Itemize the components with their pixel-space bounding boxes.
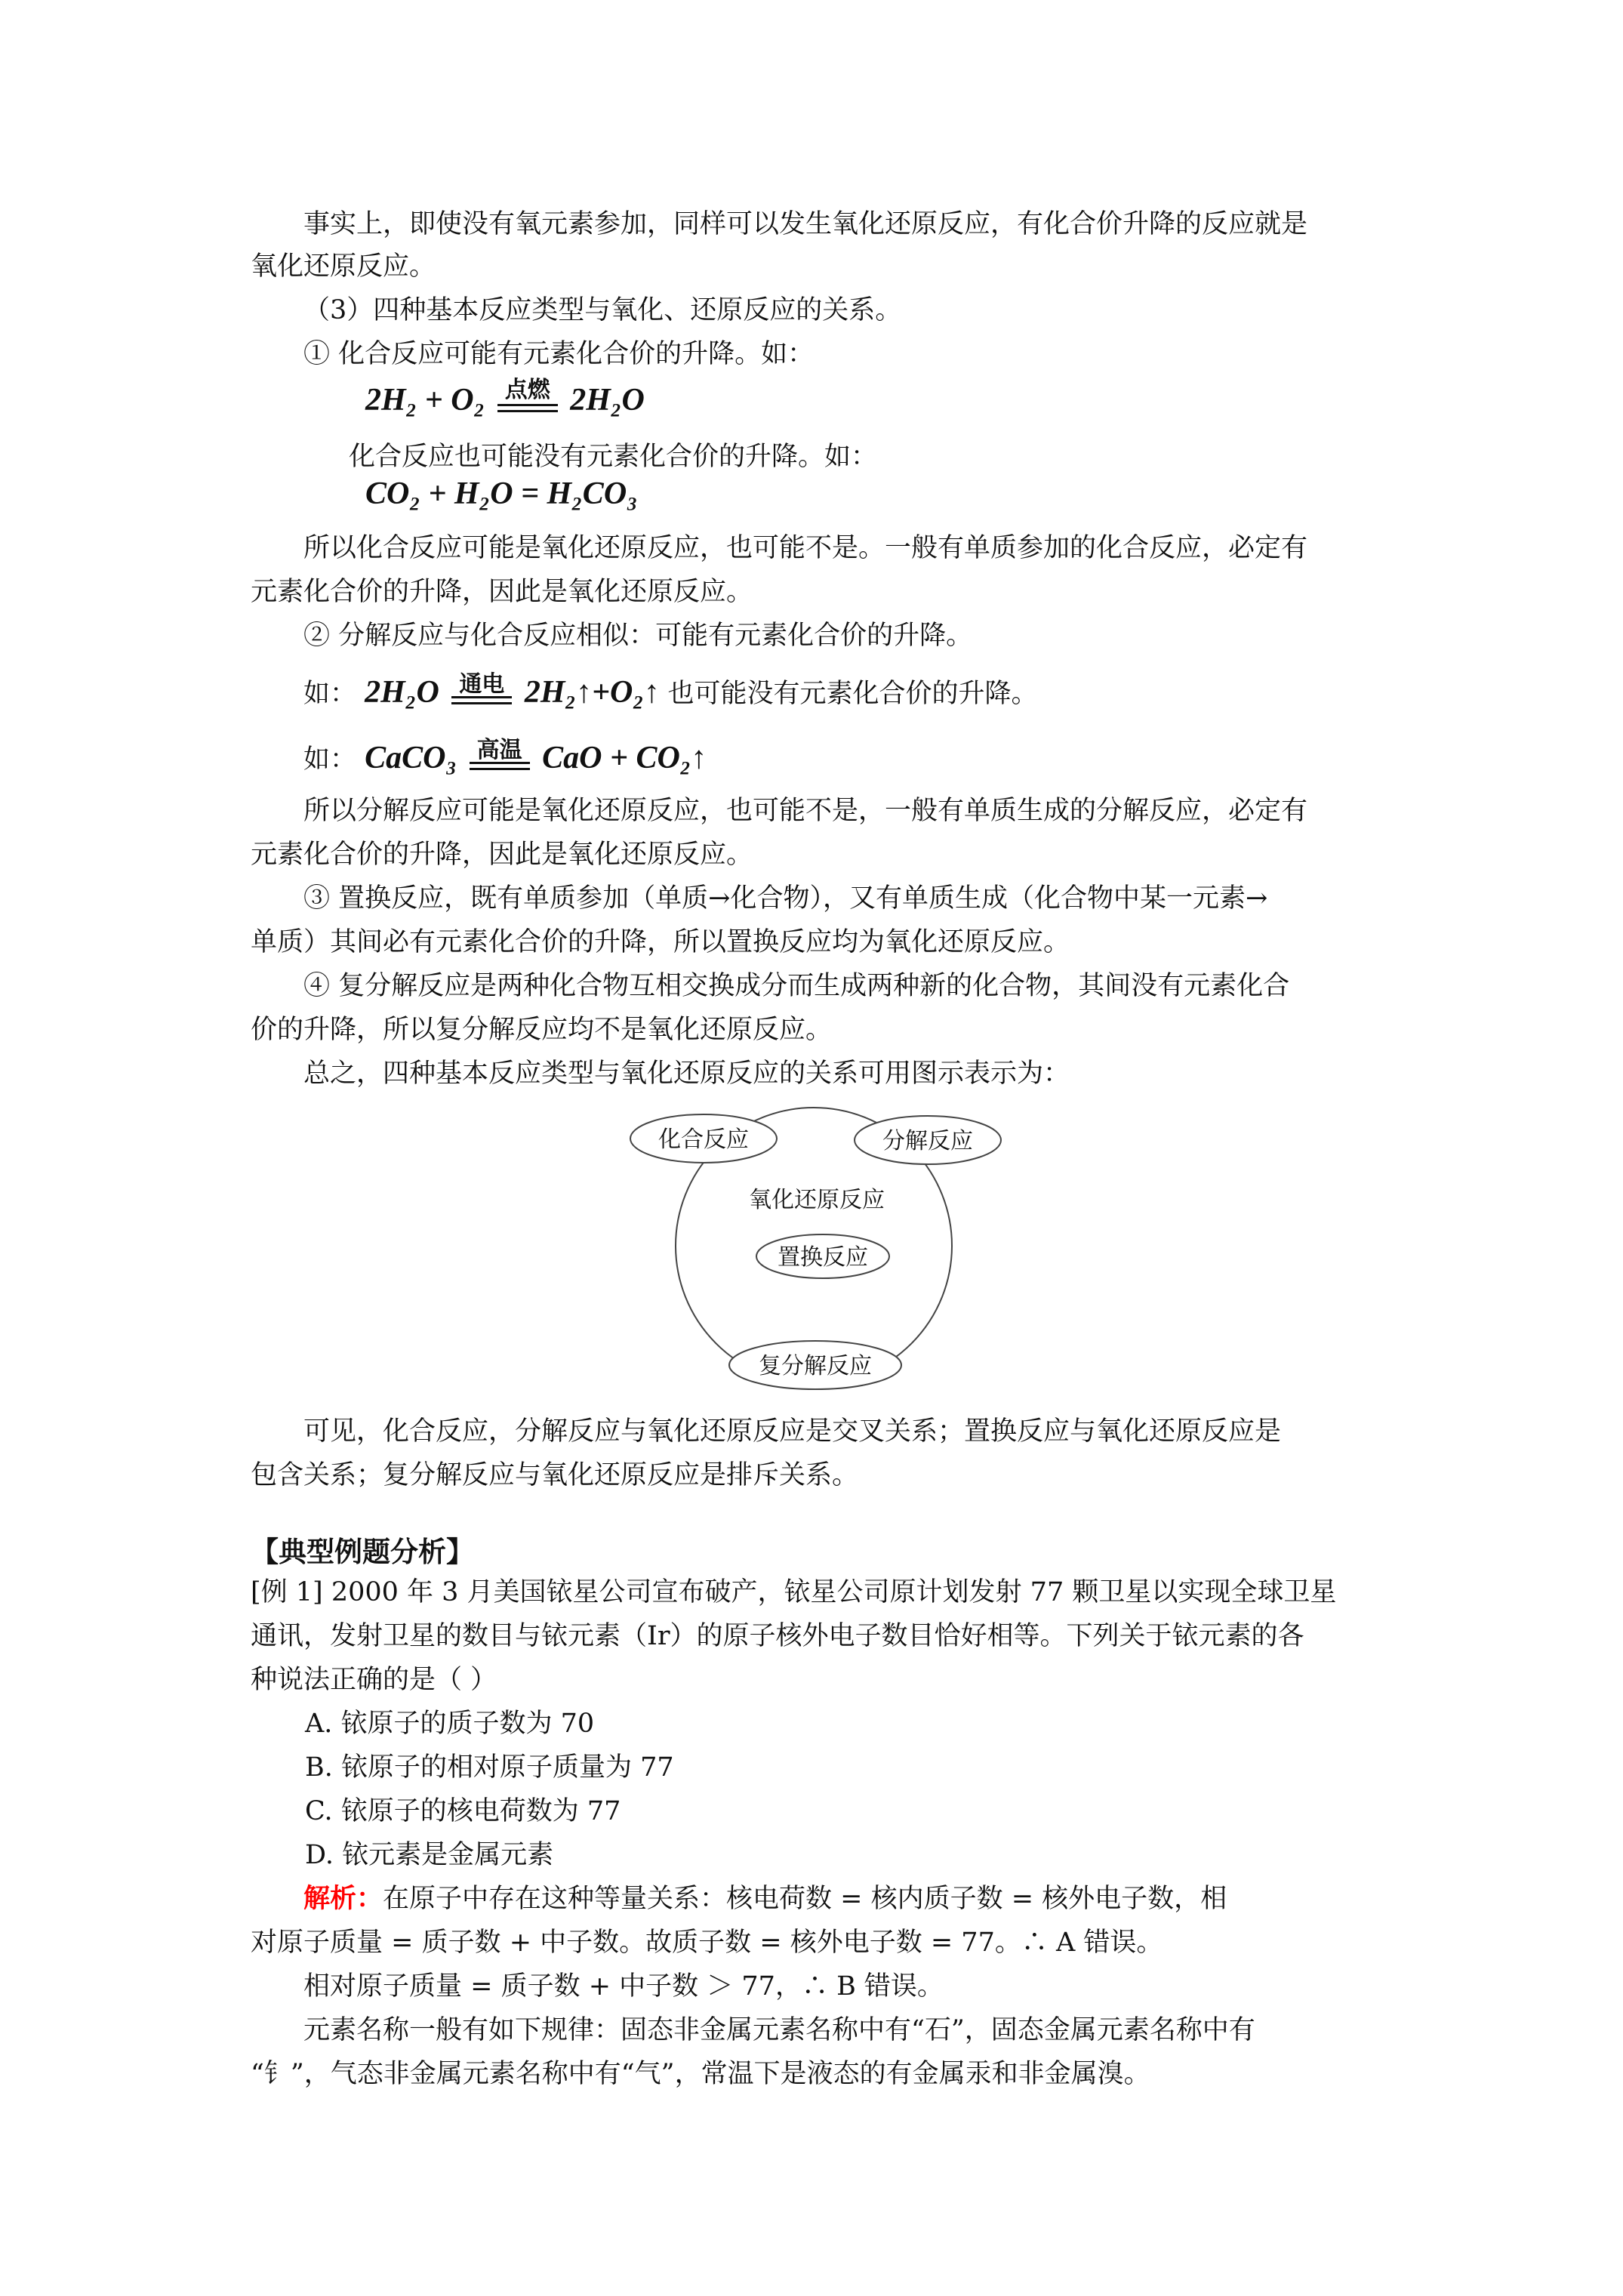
decomposition-label: 分解反应	[882, 1128, 973, 1154]
equation-4-left: CaCO₃	[365, 741, 457, 775]
paragraph-line: 所以化合反应可能是氧化还原反应，也可能不是。一般有单质参加的化合反应，必定有	[303, 533, 1308, 563]
paragraph-line: 价的升降，所以复分解反应均不是氧化还原反应。	[251, 1015, 833, 1045]
question-line: 种说法正确的是（ ）	[251, 1665, 497, 1695]
equation-3-left: 2H₂O	[365, 675, 439, 710]
section-subtitle: （3）四种基本反应类型与氧化、还原反应的关系。	[303, 295, 902, 325]
section-heading: 【典型例题分析】	[251, 1536, 474, 1568]
equation-2: CO₂ + H₂O = H₂CO₃	[365, 476, 638, 511]
displacement-label: 置换反应	[778, 1244, 868, 1271]
question-line: 通讯，发射卫星的数目与铱元素（Ir）的原子核外电子数目恰好相等。下列关于铱元素的各	[251, 1621, 1304, 1651]
option-c: C. 铱原子的核电荷数为 77	[305, 1796, 621, 1826]
equation-prefix: 如：	[303, 679, 357, 709]
paragraph-line: 总之，四种基本反应类型与氧化还原反应的关系可用图示表示为：	[303, 1059, 1070, 1089]
paragraph-line: 包含关系；复分解反应与氧化还原反应是排斥关系。	[251, 1460, 859, 1490]
option-b: B. 铱原子的相对原子质量为 77	[305, 1752, 674, 1783]
double-decomposition-label: 复分解反应	[759, 1353, 872, 1379]
analysis-line	[303, 1877, 1227, 1921]
equation-suffix: 也可能没有元素化合价的升降。	[667, 679, 1038, 709]
analysis-label: 解析：	[303, 1883, 383, 1914]
paragraph-line: 化合反应也可能没有元素化合价的升降。如：	[349, 442, 878, 472]
equation-1-right: 2H₂O	[570, 383, 645, 418]
equation-3	[365, 671, 667, 710]
paragraph-line: 元素化合价的升降，因此是氧化还原反应。	[251, 577, 753, 607]
option-d: D. 铱元素是金属元素	[305, 1840, 554, 1870]
question-line: [例 1] 2000 年 3 月美国铱星公司宣布破产，铱星公司原计划发射 77 颗卫星以实现全球卫星	[251, 1577, 1337, 1607]
equation-3-line	[303, 670, 1038, 716]
analysis-text: 在原子中存在这种等量关系：核电荷数 = 核内质子数 = 核外电子数，相	[383, 1884, 1227, 1914]
paragraph-line: 元素化合价的升降，因此是氧化还原反应。	[251, 840, 753, 870]
equation-4-line	[303, 736, 707, 781]
paragraph-line: 氧化还原反应。	[251, 251, 436, 282]
equation-1-left: 2H₂ + O₂	[365, 383, 485, 418]
condition-label: 通电	[459, 671, 505, 698]
paragraph-line: 可见，化合反应，分解反应与氧化还原反应是交叉关系；置换反应与氧化还原反应是	[303, 1416, 1282, 1447]
reaction-condition-mark	[451, 671, 512, 713]
equation-3-right: 2H₂↑+O₂↑	[524, 675, 661, 710]
combination-label: 化合反应	[658, 1126, 749, 1153]
item-4-text: ④ 复分解反应是两种化合物互相交换成分而生成两种新的化合物，其间没有元素化合	[303, 971, 1290, 1001]
analysis-line: 元素名称一般有如下规律：固态非金属元素名称中有“石”，固态金属元素名称中有	[303, 2015, 1255, 2045]
condition-label: 高温	[476, 737, 522, 764]
paragraph-line: 单质）其间必有元素化合价的升降，所以置换反应均为氧化还原反应。	[251, 927, 1070, 957]
paragraph-line: 所以分解反应可能是氧化还原反应，也可能不是，一般有单质生成的分解反应，必定有	[303, 796, 1308, 826]
item-2-text: ② 分解反应与化合反应相似：可能有元素化合价的升降。	[303, 621, 973, 651]
paragraph-line: 事实上，即使没有氧元素参加，同样可以发生氧化还原反应，有化合价升降的反应就是	[303, 209, 1308, 239]
option-a: A. 铱原子的质子数为 70	[305, 1709, 595, 1739]
item-1-text: ① 化合反应可能有元素化合价的升降。如：	[303, 339, 815, 369]
equation-4-right: CaO + CO₂↑	[542, 741, 707, 775]
equation-1	[365, 377, 645, 421]
item-3-text: ③ 置换反应，既有单质参加（单质→化合物），又有单质生成（化合物中某一元素→	[303, 883, 1268, 914]
redox-label: 氧化还原反应	[749, 1187, 885, 1213]
double-decomposition-node	[721, 1335, 910, 1395]
analysis-line: 相对原子质量 = 质子数 + 中子数 ＞ 77，∴ B 错误。	[303, 1971, 944, 2002]
analysis-line: 对原子质量 = 质子数 + 中子数。故质子数 = 核外电子数 = 77。∴ A 错误。	[251, 1928, 1163, 1958]
equation-prefix: 如：	[303, 744, 357, 775]
reaction-condition-mark	[497, 377, 558, 421]
analysis-line: “钅”，气态非金属元素名称中有“气”，常温下是液态的有金属汞和非金属溴。	[251, 2059, 1150, 2089]
equation-4	[365, 737, 707, 775]
reaction-condition-mark	[470, 737, 530, 778]
condition-label: 点燃	[504, 377, 550, 404]
